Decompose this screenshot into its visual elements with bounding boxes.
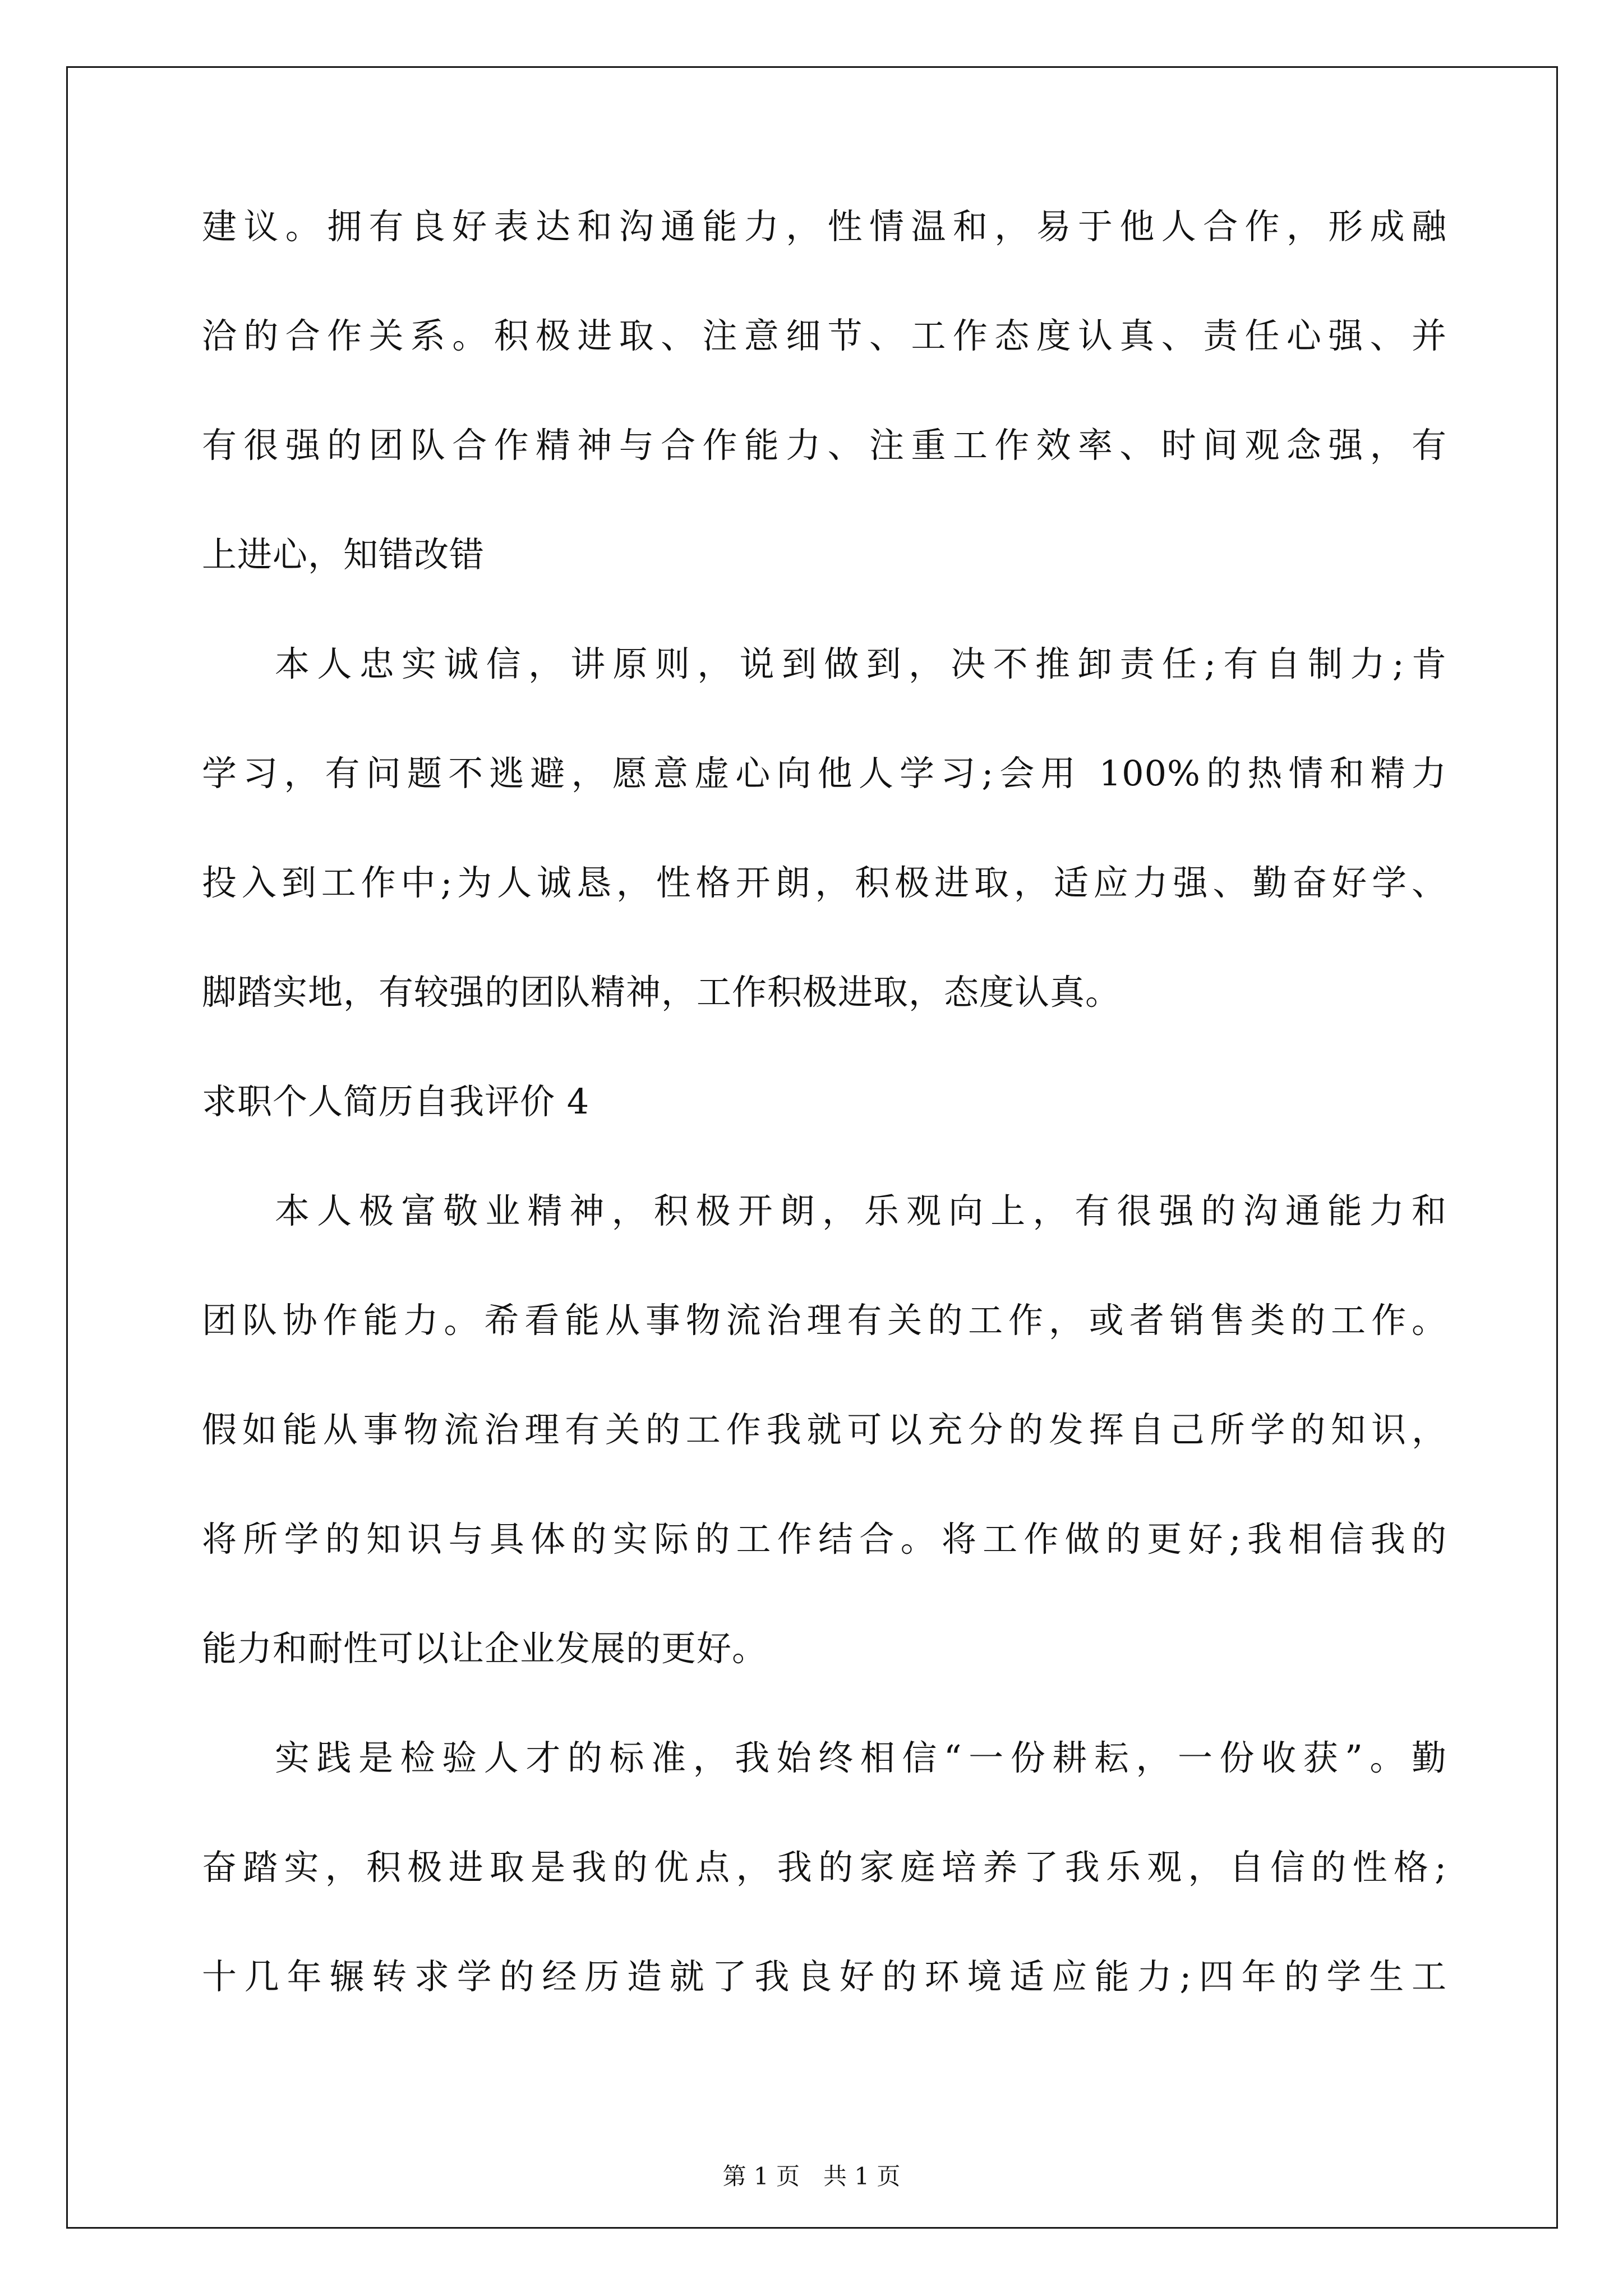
text-line: 本人极富敬业精神，积极开朗，乐观向上，有很强的沟通能力和 — [275, 1190, 1447, 1231]
text-line: 能力和耐性可以让企业发展的更好。 — [202, 1628, 768, 1669]
page-border — [66, 66, 1558, 2229]
text-line: 建议。拥有良好表达和沟通能力，性情温和，易于他人合作，形成融 — [202, 206, 1447, 247]
text-line: 上进心，知错改错 — [202, 534, 485, 575]
text-line: 有很强的团队合作精神与合作能力、注重工作效率、时间观念强，有 — [202, 425, 1447, 466]
text-line: 将所学的知识与具体的实际的工作结合。将工作做的更好;我相信我的 — [202, 1519, 1447, 1559]
text-line: 脚踏实地，有较强的团队精神，工作积极进取，态度认真。 — [202, 972, 1121, 1013]
section-heading: 求职个人简历自我评价 4 — [202, 1081, 590, 1122]
text-line: 十几年辗转求学的经历造就了我良好的环境适应能力;四年的学生工 — [202, 1956, 1447, 1997]
text-line: 本人忠实诚信，讲原则，说到做到，决不推卸责任;有自制力;肯 — [275, 643, 1447, 684]
text-line: 投入到工作中;为人诚恳，性格开朗，积极进取，适应力强、勤奋好学、 — [202, 862, 1447, 903]
text-line: 洽的合作关系。积极进取、注意细节、工作态度认真、责任心强、并 — [202, 315, 1447, 356]
page-number: 第 1 页 共 1 页 — [722, 2162, 901, 2190]
text-line: 学习，有问题不逃避，愿意虚心向他人学习;会用 100%的热情和精力 — [202, 753, 1447, 794]
text-line: 团队协作能力。希看能从事物流治理有关的工作，或者销售类的工作。 — [202, 1300, 1447, 1341]
text-line: 实践是检验人才的标准，我始终相信“一份耕耘，一份收获”。勤 — [275, 1737, 1447, 1778]
text-line: 假如能从事物流治理有关的工作我就可以充分的发挥自己所学的知识， — [202, 1409, 1447, 1450]
text-line: 奋踏实，积极进取是我的优点，我的家庭培养了我乐观，自信的性格; — [202, 1847, 1447, 1888]
